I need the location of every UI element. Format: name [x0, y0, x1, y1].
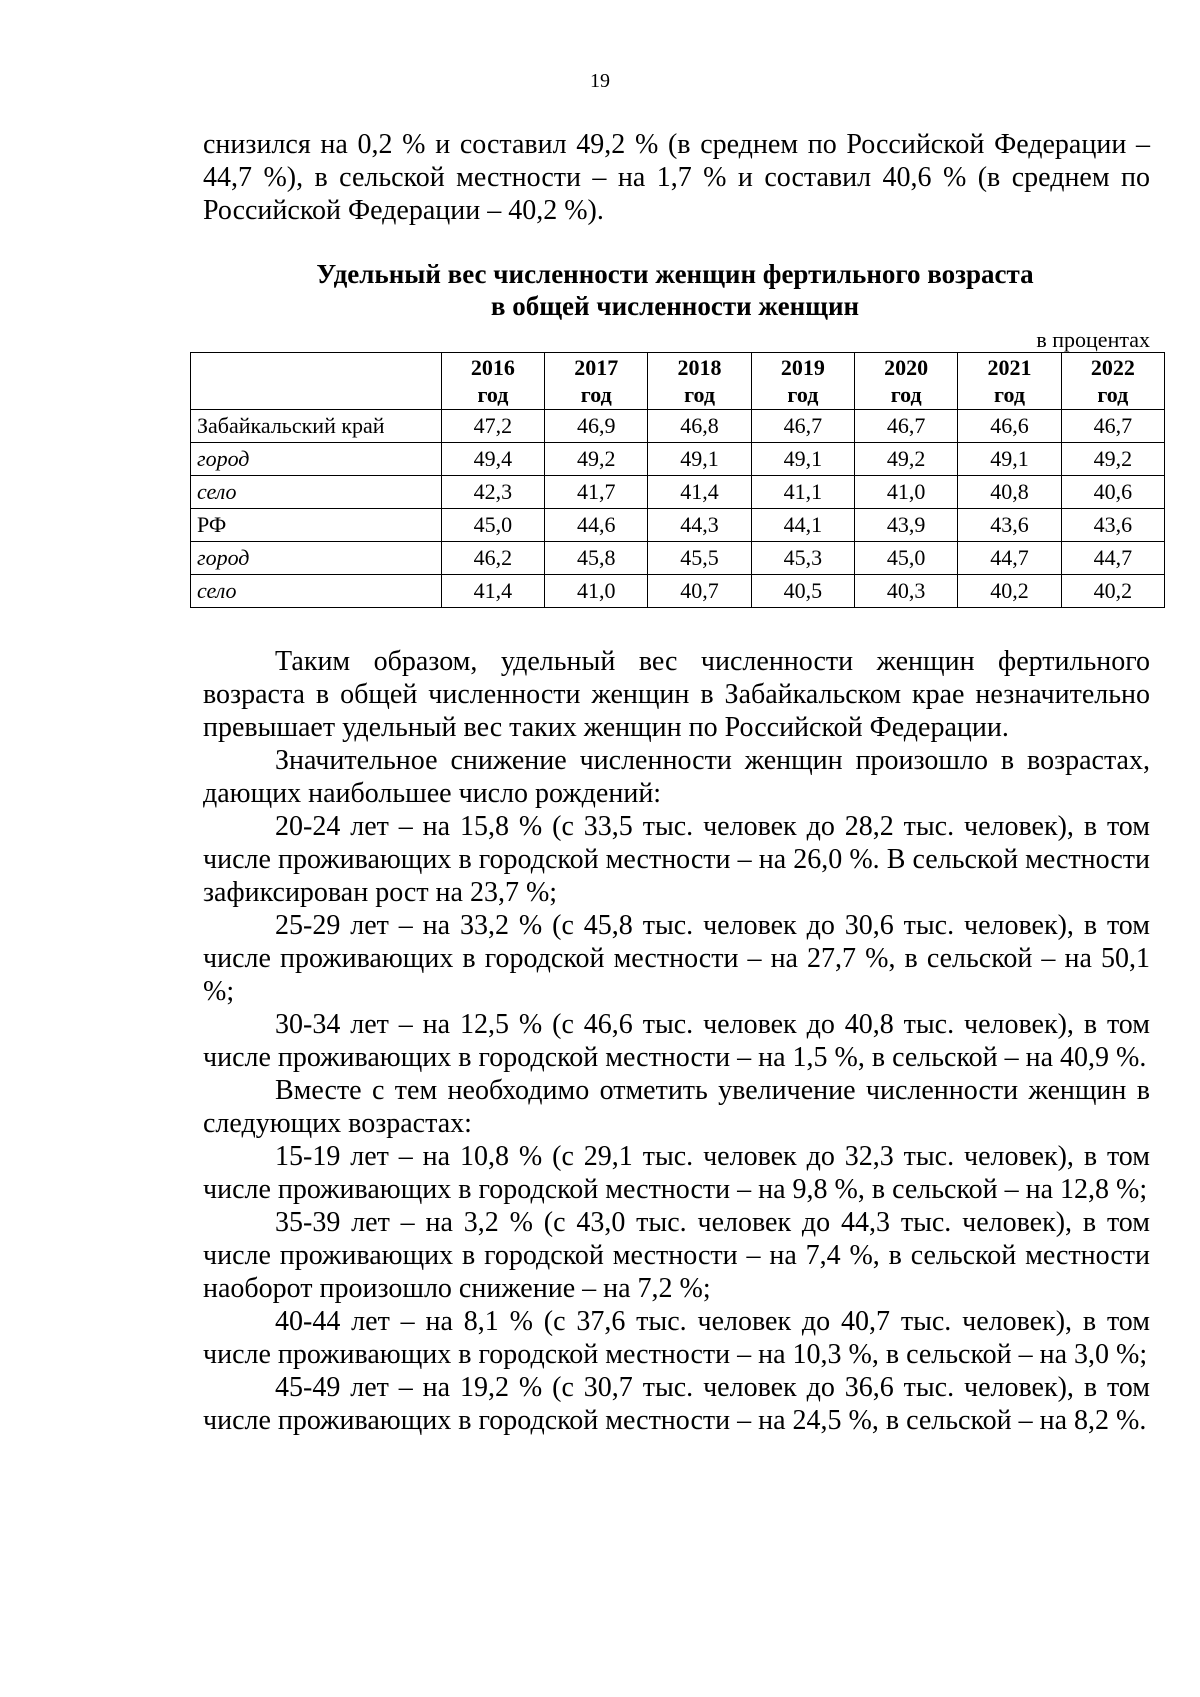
header-year-unit: год	[1097, 382, 1129, 407]
table-cell: 43,6	[958, 509, 1061, 542]
paragraph: 40-44 лет – на 8,1 % (с 37,6 тыс. человек до 40,7 тыс. человек), в том числе проживающих в городской местности – на 10,3 %, в сельской – на 3,0 %;	[203, 1306, 1150, 1370]
table-cell: 49,1	[648, 443, 751, 476]
table-cell: 44,1	[751, 509, 854, 542]
table-cell: 46,8	[648, 410, 751, 443]
table-cell: 45,0	[441, 509, 544, 542]
header-year-cell	[855, 353, 958, 410]
table-cell: 44,6	[545, 509, 648, 542]
table-cell: 49,2	[1061, 443, 1164, 476]
row-label: город	[191, 443, 442, 476]
table-row	[191, 542, 1165, 575]
table-cell: 46,6	[958, 410, 1061, 443]
header-empty-cell	[191, 353, 442, 410]
paragraph: 25-29 лет – на 33,2 % (с 45,8 тыс. человек до 30,6 тыс. человек), в том числе проживающих в городской местности – на 27,7 %, в сельской – на 50,1 %;	[203, 910, 1150, 1007]
table-cell: 49,2	[545, 443, 648, 476]
paragraph: 30-34 лет – на 12,5 % (с 46,6 тыс. человек до 40,8 тыс. человек), в том числе проживающих в городской местности – на 1,5 %, в сельской – на 40,9 %.	[203, 1009, 1150, 1073]
row-label: город	[191, 542, 442, 575]
table-row	[191, 476, 1165, 509]
table-cell: 40,5	[751, 575, 854, 608]
table-cell: 46,7	[855, 410, 958, 443]
table-cell: 43,6	[1061, 509, 1164, 542]
table-cell: 44,3	[648, 509, 751, 542]
header-year: 2022	[1090, 355, 1135, 380]
table-cell: 41,7	[545, 476, 648, 509]
row-label: село	[191, 476, 442, 509]
header-year-unit: год	[787, 382, 819, 407]
header-year-unit: год	[994, 382, 1025, 407]
paragraph: Таким образом, удельный вес численности женщин фертильного возраста в общей численности женщин в Забайкальском крае незначительно превышает удельный вес таких женщин по Российской Федерации.	[203, 646, 1150, 743]
header-year-cell	[958, 353, 1061, 410]
table-cell: 46,9	[545, 410, 648, 443]
table-row	[191, 410, 1165, 443]
paragraph: Значительное снижение численности женщин произошло в возрастах, дающих наибольшее число рождений:	[203, 745, 1150, 809]
table-cell: 46,2	[441, 542, 544, 575]
table-cell: 41,1	[751, 476, 854, 509]
table-cell: 40,8	[958, 476, 1061, 509]
table-cell: 46,7	[1061, 410, 1164, 443]
header-year-cell	[751, 353, 854, 410]
intro-text	[203, 128, 1150, 227]
table-cell: 42,3	[441, 476, 544, 509]
table-cell: 41,0	[855, 476, 958, 509]
table-title	[0, 258, 1200, 322]
header-year: 2016	[470, 355, 515, 380]
table-title-line-1: Удельный вес численности женщин фертильного возраста	[316, 259, 1034, 289]
table-cell: 45,5	[648, 542, 751, 575]
paragraph: Вместе с тем необходимо отметить увеличение численности женщин в следующих возрастах:	[203, 1075, 1150, 1139]
table-cell: 40,6	[1061, 476, 1164, 509]
table-cell: 40,7	[648, 575, 751, 608]
header-year: 2021	[987, 355, 1032, 380]
table-cell: 40,2	[1061, 575, 1164, 608]
table-header-row	[191, 353, 1165, 410]
header-year-cell	[441, 353, 544, 410]
header-year-unit: год	[890, 382, 922, 407]
paragraph: 35-39 лет – на 3,2 % (с 43,0 тыс. человек до 44,3 тыс. человек), в том числе проживающих в городской местности – на 7,4 %, в сельской местности наоборот произошло снижение – на 7,2 %;	[203, 1207, 1150, 1304]
fertile-women-share-table	[190, 352, 1165, 608]
header-year: 2018	[677, 355, 722, 380]
header-year-unit: год	[580, 382, 612, 407]
table-cell: 45,0	[855, 542, 958, 575]
table-cell: 49,4	[441, 443, 544, 476]
table-cell: 49,2	[855, 443, 958, 476]
table-cell: 41,4	[441, 575, 544, 608]
table-row	[191, 509, 1165, 542]
row-label: Забайкальский край	[191, 410, 442, 443]
header-year: 2017	[574, 355, 619, 380]
header-year: 2020	[884, 355, 929, 380]
table-cell: 40,3	[855, 575, 958, 608]
header-year-unit: год	[684, 382, 716, 407]
header-year-cell	[648, 353, 751, 410]
page-number: 19	[590, 70, 610, 92]
body-text	[203, 645, 1150, 1437]
paragraph: 20-24 лет – на 15,8 % (с 33,5 тыс. человек до 28,2 тыс. человек), в том числе проживающих в городской местности – на 26,0 %. В сельской местности зафиксирован рост на 23,7 %;	[203, 811, 1150, 908]
table-cell: 47,2	[441, 410, 544, 443]
intro-paragraph: снизился на 0,2 % и составил 49,2 % (в среднем по Российской Федерации – 44,7 %), в сельской местности – на 1,7 % и составил 40,6 % (в среднем по Российской Федерации – 40,2 %).	[203, 129, 1150, 226]
table-cell: 44,7	[958, 542, 1061, 575]
table-cell: 45,8	[545, 542, 648, 575]
table-cell: 49,1	[751, 443, 854, 476]
row-label: село	[191, 575, 442, 608]
table-row	[191, 575, 1165, 608]
table-row	[191, 443, 1165, 476]
table-cell: 45,3	[751, 542, 854, 575]
table-cell: 46,7	[751, 410, 854, 443]
table-units: в процентах	[1036, 327, 1150, 352]
header-year-unit: год	[477, 382, 509, 407]
header-year-cell	[1061, 353, 1164, 410]
table-cell: 40,2	[958, 575, 1061, 608]
header-year-cell	[545, 353, 648, 410]
table-cell: 41,0	[545, 575, 648, 608]
table-cell: 43,9	[855, 509, 958, 542]
table-title-line-2: в общей численности женщин	[490, 291, 860, 321]
header-year: 2019	[780, 355, 825, 380]
table-cell: 41,4	[648, 476, 751, 509]
table-cell: 44,7	[1061, 542, 1164, 575]
paragraph: 45-49 лет – на 19,2 % (с 30,7 тыс. человек до 36,6 тыс. человек), в том числе проживающих в городской местности – на 24,5 %, в сельской – на 8,2 %.	[203, 1372, 1150, 1436]
row-label: РФ	[191, 509, 442, 542]
table-cell: 49,1	[958, 443, 1061, 476]
paragraph: 15-19 лет – на 10,8 % (с 29,1 тыс. человек до 32,3 тыс. человек), в том числе проживающих в городской местности – на 9,8 %, в сельской – на 12,8 %;	[203, 1141, 1150, 1205]
